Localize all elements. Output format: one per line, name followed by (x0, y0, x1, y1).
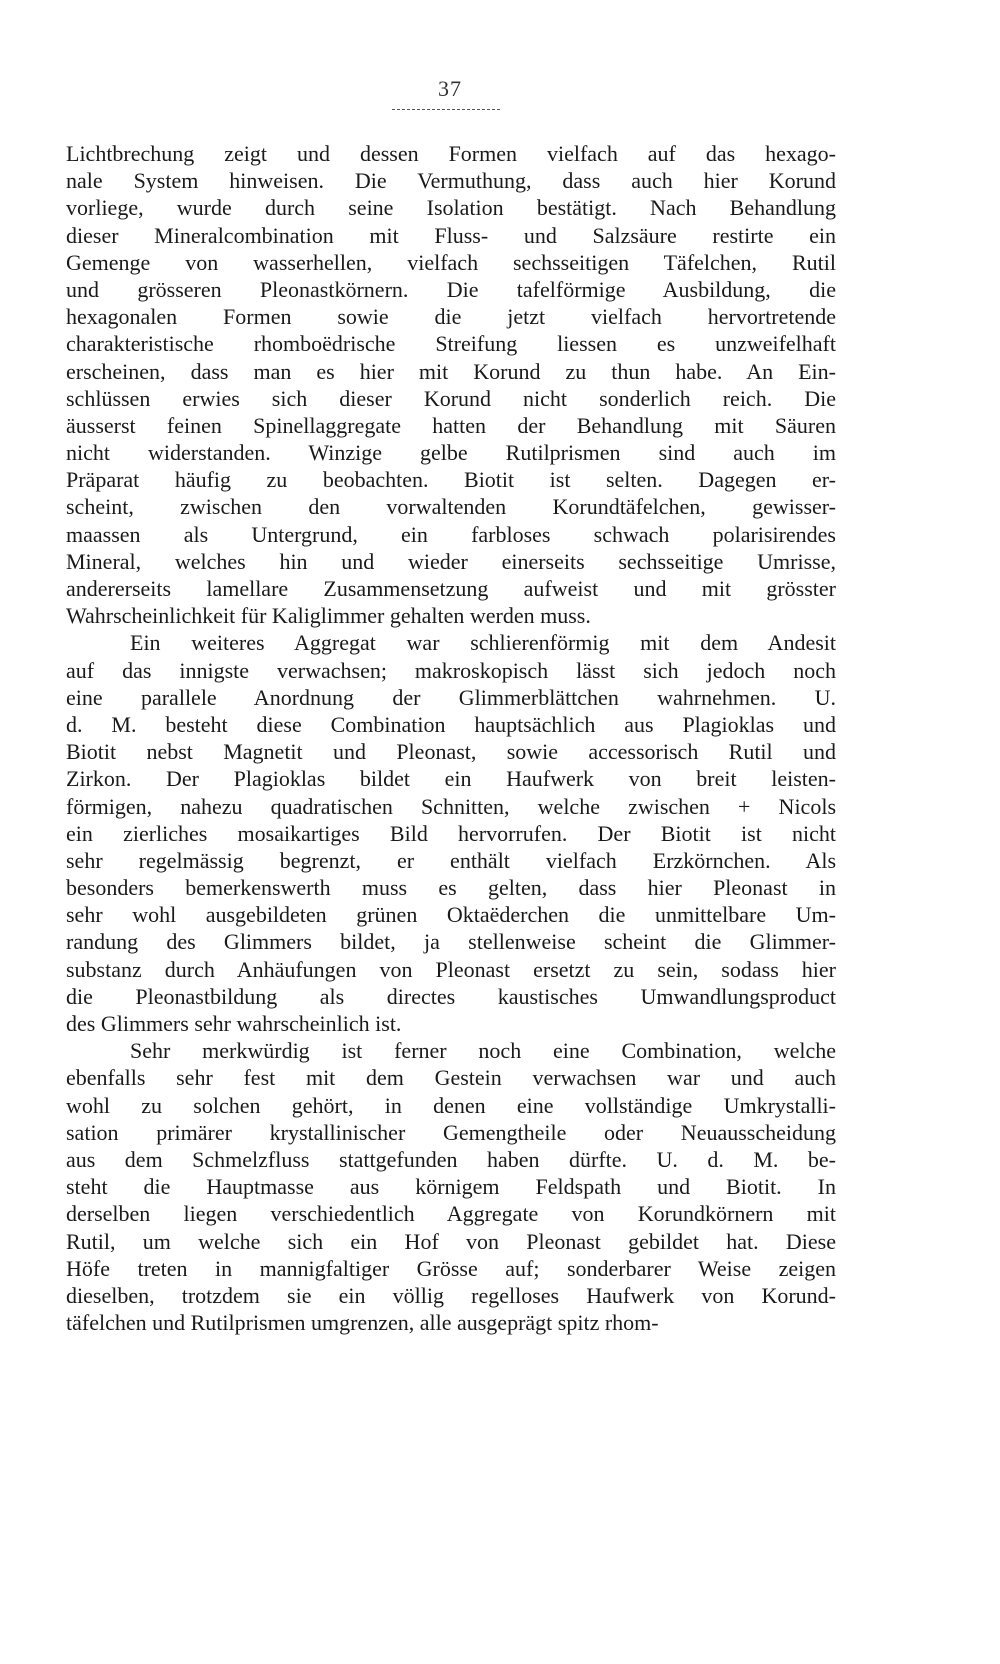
text-line: besonders bemerkenswerth muss es gelten, dass hier Pleonast in (66, 875, 836, 901)
text-line: erscheinen, dass man es hier mit Korund zu thun habe. An Ein- (66, 358, 836, 384)
text-line: scheint, zwischen den vorwaltenden Korundtäfelchen, gewisser- (66, 494, 836, 520)
text-line: auf das innigste verwachsen; makroskopisch lässt sich jedoch noch (66, 657, 836, 683)
text-line: wohl zu solchen gehört, in denen eine vollständige Umkrystalli- (66, 1092, 836, 1118)
text-line: Gemenge von wasserhellen, vielfach sechsseitigen Täfelchen, Rutil (66, 249, 836, 275)
text-line: Lichtbrechung zeigt und dessen Formen vielfach auf das hexago- (66, 141, 836, 166)
text-line: randung des Glimmers bildet, ja stellenweise scheint die Glimmer- (66, 929, 836, 955)
text-line: Präparat häufig zu beobachten. Biotit ist selten. Dagegen er- (66, 467, 836, 493)
text-line: Mineral, welches hin und wieder einerseits sechsseitige Umrisse, (66, 548, 836, 574)
text-line: Biotit nebst Magnetit und Pleonast, sowie accessorisch Rutil und (66, 739, 836, 765)
text-line: des Glimmers sehr wahrscheinlich ist. (66, 1011, 402, 1036)
text-line: Rutil, um welche sich ein Hof von Pleonast gebildet hat. Diese (66, 1228, 836, 1254)
text-line: ebenfalls sehr fest mit dem Gestein verwachsen war und auch (66, 1065, 836, 1091)
text-line: sehr wohl ausgebildeten grünen Oktaëderchen die unmittelbare Um- (66, 902, 836, 928)
text-line: dieser Mineralcombination mit Fluss- und Salzsäure restirte ein (66, 222, 836, 248)
text-line: nale System hinweisen. Die Vermuthung, dass auch hier Korund (66, 168, 836, 194)
text-line: förmigen, nahezu quadratischen Schnitten, welche zwischen + Nicols (66, 793, 836, 819)
page-number: 37 (438, 76, 462, 101)
text-line: Zirkon. Der Plagioklas bildet ein Haufwerk von breit leisten- (66, 766, 836, 792)
text-line: Ein weiteres Aggregat war schlierenförmig mit dem Andesit (130, 630, 836, 656)
text-line: vorliege, wurde durch seine Isolation bestätigt. Nach Behandlung (66, 195, 836, 221)
text-line: sehr regelmässig begrenzt, er enthält vielfach Erzkörnchen. Als (66, 847, 836, 873)
text-line: maassen als Untergrund, ein farbloses schwach polarisirendes (66, 521, 836, 547)
text-line: täfelchen und Rutilprismen umgrenzen, alle ausgeprägt spitz rhom- (66, 1310, 659, 1336)
text-line: ein zierliches mosaikartiges Bild hervorrufen. Der Biotit ist nicht (66, 820, 836, 846)
text-line: eine parallele Anordnung der Glimmerblättchen wahrnehmen. U. (66, 684, 836, 710)
text-line: substanz durch Anhäufungen von Pleonast ersetzt zu sein, sodass hier (66, 956, 836, 982)
text-line: andererseits lamellare Zusammensetzung aufweist und mit grösster (66, 576, 836, 601)
text-line: charakteristische rhomboëdrische Streifung liessen es unzweifelhaft (66, 331, 836, 357)
text-line: d. M. besteht diese Combination hauptsächlich aus Plagioklas und (66, 711, 836, 737)
text-line: schlüssen erwies sich dieser Korund nicht sonderlich reich. Die (66, 385, 836, 411)
text-line: Sehr merkwürdig ist ferner noch eine Combination, welche (130, 1038, 836, 1064)
paragraph (66, 1037, 836, 1336)
text-line: und grösseren Pleonastkörnern. Die tafelförmige Ausbildung, die (66, 276, 836, 302)
text-line: derselben liegen verschiedentlich Aggregate von Korundkörnern mit (66, 1201, 836, 1227)
page-number-rule (392, 109, 500, 110)
paragraph (66, 140, 836, 629)
paragraph (66, 629, 836, 1037)
text-line: Wahrscheinlichkeit für Kaliglimmer gehalten werden muss. (66, 603, 591, 629)
text-line: sation primärer krystallinischer Gemengtheile oder Neuausscheidung (66, 1119, 836, 1145)
text-line: äusserst feinen Spinellaggregate hatten der Behandlung mit Säuren (66, 412, 836, 438)
text-line: steht die Hauptmasse aus körnigem Feldspath und Biotit. In (66, 1174, 836, 1200)
text-line: die Pleonastbildung als directes kaustisches Umwandlungsproduct (66, 983, 836, 1009)
text-line: aus dem Schmelzfluss stattgefunden haben dürfte. U. d. M. be- (66, 1146, 836, 1172)
text-line: dieselben, trotzdem sie ein völlig regelloses Haufwerk von Korund- (66, 1282, 836, 1308)
text-line: Höfe treten in mannigfaltiger Grösse auf; sonderbarer Weise zeigen (66, 1255, 836, 1281)
text-line: hexagonalen Formen sowie die jetzt vielfach hervortretende (66, 304, 836, 330)
body-text (66, 140, 836, 1336)
text-line: nicht widerstanden. Winzige gelbe Rutilprismen sind auch im (66, 440, 836, 466)
